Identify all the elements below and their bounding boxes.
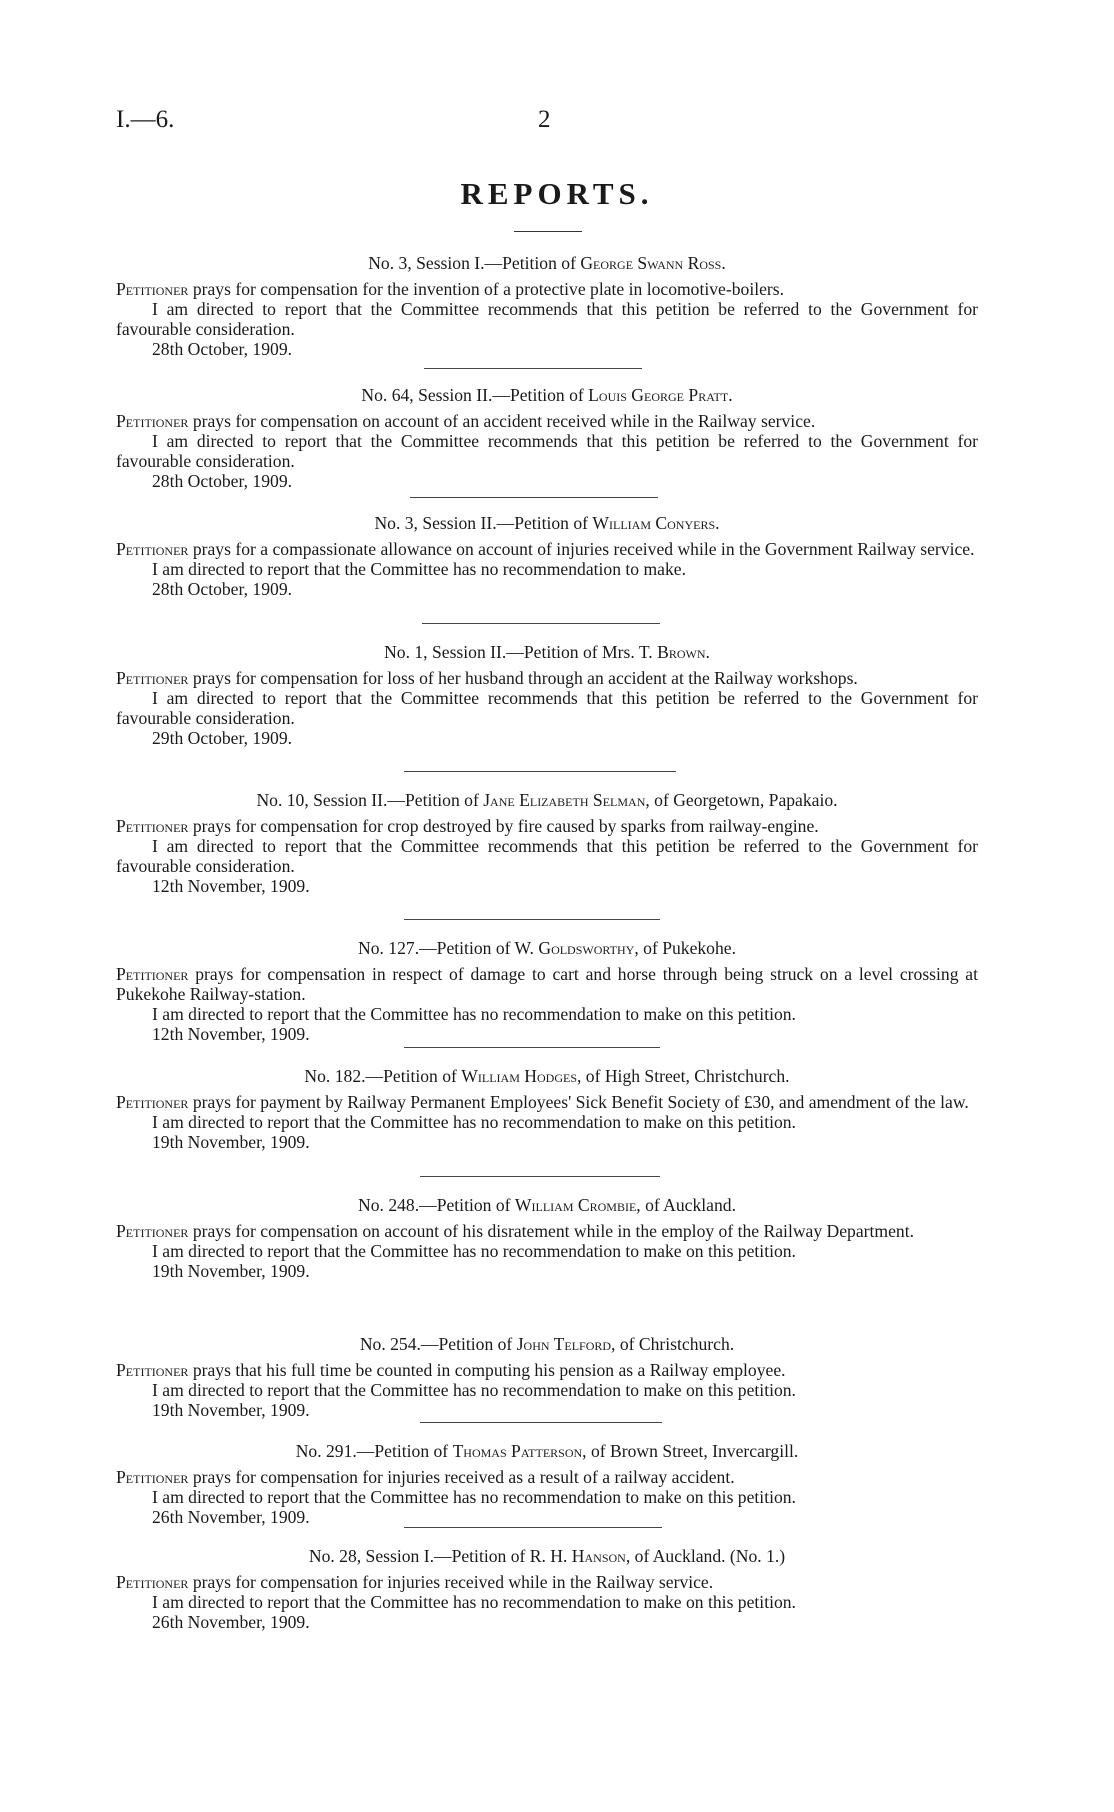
petitioner-name: Goldsworthy — [538, 938, 635, 958]
petitioner-name: Louis George Pratt — [588, 385, 729, 405]
petition-entry — [116, 1441, 978, 1527]
report-date: 28th October, 1909. — [152, 339, 293, 359]
report-date: 19th November, 1909. — [152, 1132, 310, 1152]
petition-heading: No. 248.—Petition of William Crombie, of Auckland. — [358, 1195, 736, 1215]
petition-heading: No. 127.—Petition of W. Goldsworthy, of Pukekohe. — [358, 938, 736, 958]
petition-prayer: Petitioner prays for compensation for crop destroyed by fire caused by sparks from railway-engine. — [116, 816, 819, 836]
committee-report: I am directed to report that the Committee recommends that this petition be referred to the Government for favourable consideration. — [116, 299, 978, 339]
section-divider — [404, 919, 660, 920]
petitioner-name: Jane Elizabeth Selman — [483, 790, 646, 810]
report-date: 26th November, 1909. — [152, 1612, 310, 1632]
page-title: REPORTS. — [460, 176, 654, 211]
petition-heading: No. 291.—Petition of Thomas Patterson, of Brown Street, Invercargill. — [295, 1441, 799, 1461]
petition-heading: No. 28, Session I.—Petition of R. H. Hanson, of Auckland. (No. 1.) — [308, 1546, 786, 1566]
petition-entry — [116, 513, 978, 599]
paper-reference: I.—6. — [116, 106, 175, 133]
committee-report: I am directed to report that the Committee has no recommendation to make. — [152, 559, 686, 579]
petition-prayer: Petitioner prays for compensation for the invention of a protective plate in locomotive-boilers. — [116, 279, 785, 299]
petition-prayer: Petitioner prays for a compassionate allowance on account of injuries received while in the Government Railway service. — [116, 539, 975, 559]
section-divider — [422, 623, 660, 624]
petition-prayer: Petitioner prays for compensation for injuries received as a result of a railway accident. — [116, 1467, 735, 1487]
report-date: 28th October, 1909. — [152, 471, 293, 491]
section-divider — [420, 1176, 660, 1177]
committee-report: I am directed to report that the Committee has no recommendation to make on this petition. — [152, 1592, 796, 1612]
petition-heading: No. 1, Session II.—Petition of Mrs. T. Brown. — [384, 642, 710, 662]
petitioner-name: Thomas Patterson — [452, 1441, 583, 1461]
committee-report: I am directed to report that the Committee has no recommendation to make on this petition. — [152, 1004, 796, 1024]
committee-report: I am directed to report that the Committee has no recommendation to make on this petition. — [152, 1380, 796, 1400]
committee-report: I am directed to report that the Committee has no recommendation to make on this petition. — [152, 1241, 796, 1261]
report-date: 28th October, 1909. — [152, 579, 293, 599]
petitioner-name: William Conyers — [592, 513, 716, 533]
petition-entry — [116, 1195, 978, 1281]
committee-report: I am directed to report that the Committee recommends that this petition be referred to the Government for favourable consideration. — [116, 688, 978, 728]
petition-heading: No. 3, Session I.—Petition of George Swann Ross. — [368, 253, 726, 273]
petitioner-name: John Telford — [516, 1334, 612, 1354]
petition-entry — [116, 385, 978, 491]
petition-prayer: Petitioner prays for compensation on account of an accident received while in the Railway service. — [116, 411, 816, 431]
petition-prayer: Petitioner prays for payment by Railway Permanent Employees' Sick Benefit Society of £30, and amendment of the law. — [116, 1092, 969, 1112]
section-divider — [424, 368, 642, 369]
committee-report: I am directed to report that the Committee has no recommendation to make on this petition. — [152, 1487, 796, 1507]
petition-entry — [116, 1066, 978, 1152]
petition-heading: No. 3, Session II.—Petition of William Conyers. — [374, 513, 720, 533]
page-number: 2 — [538, 106, 551, 133]
petition-prayer: Petitioner prays that his full time be counted in computing his pension as a Railway employee. — [116, 1360, 786, 1380]
report-date: 19th November, 1909. — [152, 1261, 310, 1281]
petition-entry — [116, 790, 978, 896]
petition-prayer: Petitioner prays for compensation for injuries received while in the Railway service. — [116, 1572, 714, 1592]
report-date: 12th November, 1909. — [152, 1024, 310, 1044]
petition-entry — [116, 1334, 978, 1420]
report-date: 29th October, 1909. — [152, 728, 293, 748]
report-date: 12th November, 1909. — [152, 876, 310, 896]
petition-entry — [116, 1546, 978, 1632]
petition-entry — [116, 938, 978, 1044]
petitioner-name: William Crombie — [514, 1195, 637, 1215]
petition-entry — [116, 642, 978, 748]
report-date: 19th November, 1909. — [152, 1400, 310, 1420]
section-divider — [410, 497, 658, 498]
petition-entry — [116, 253, 978, 359]
petitioner-name: George Swann Ross — [580, 253, 722, 273]
committee-report: I am directed to report that the Committee recommends that this petition be referred to the Government for favourable consideration. — [116, 836, 978, 876]
committee-report: I am directed to report that the Committee recommends that this petition be referred to the Government for favourable consideration. — [116, 431, 978, 471]
petitioner-name: Brown — [657, 642, 706, 662]
section-divider — [404, 1047, 660, 1048]
petitioner-name: William Hodges — [461, 1066, 577, 1086]
petition-prayer: Petitioner prays for compensation for loss of her husband through an accident at the Railway workshops. — [116, 668, 858, 688]
section-divider — [404, 771, 676, 772]
title-rule — [514, 231, 582, 232]
petition-heading: No. 254.—Petition of John Telford, of Christchurch. — [359, 1334, 735, 1354]
petition-heading: No. 64, Session II.—Petition of Louis George Pratt. — [361, 385, 733, 405]
section-divider — [404, 1527, 662, 1528]
committee-report: I am directed to report that the Committee has no recommendation to make on this petition. — [152, 1112, 796, 1132]
petition-prayer: Petitioner prays for compensation in respect of damage to cart and horse through being struck on a level crossing at Pukekohe Railway-station. — [116, 964, 978, 1004]
petition-prayer: Petitioner prays for compensation on account of his disratement while in the employ of the Railway Department. — [116, 1221, 914, 1241]
report-date: 26th November, 1909. — [152, 1507, 310, 1527]
petition-heading: No. 10, Session II.—Petition of Jane Elizabeth Selman, of Georgetown, Papakaio. — [256, 790, 838, 810]
petition-heading: No. 182.—Petition of William Hodges, of High Street, Christchurch. — [304, 1066, 790, 1086]
petitioner-name: Hanson — [571, 1546, 626, 1566]
section-divider — [420, 1422, 662, 1423]
